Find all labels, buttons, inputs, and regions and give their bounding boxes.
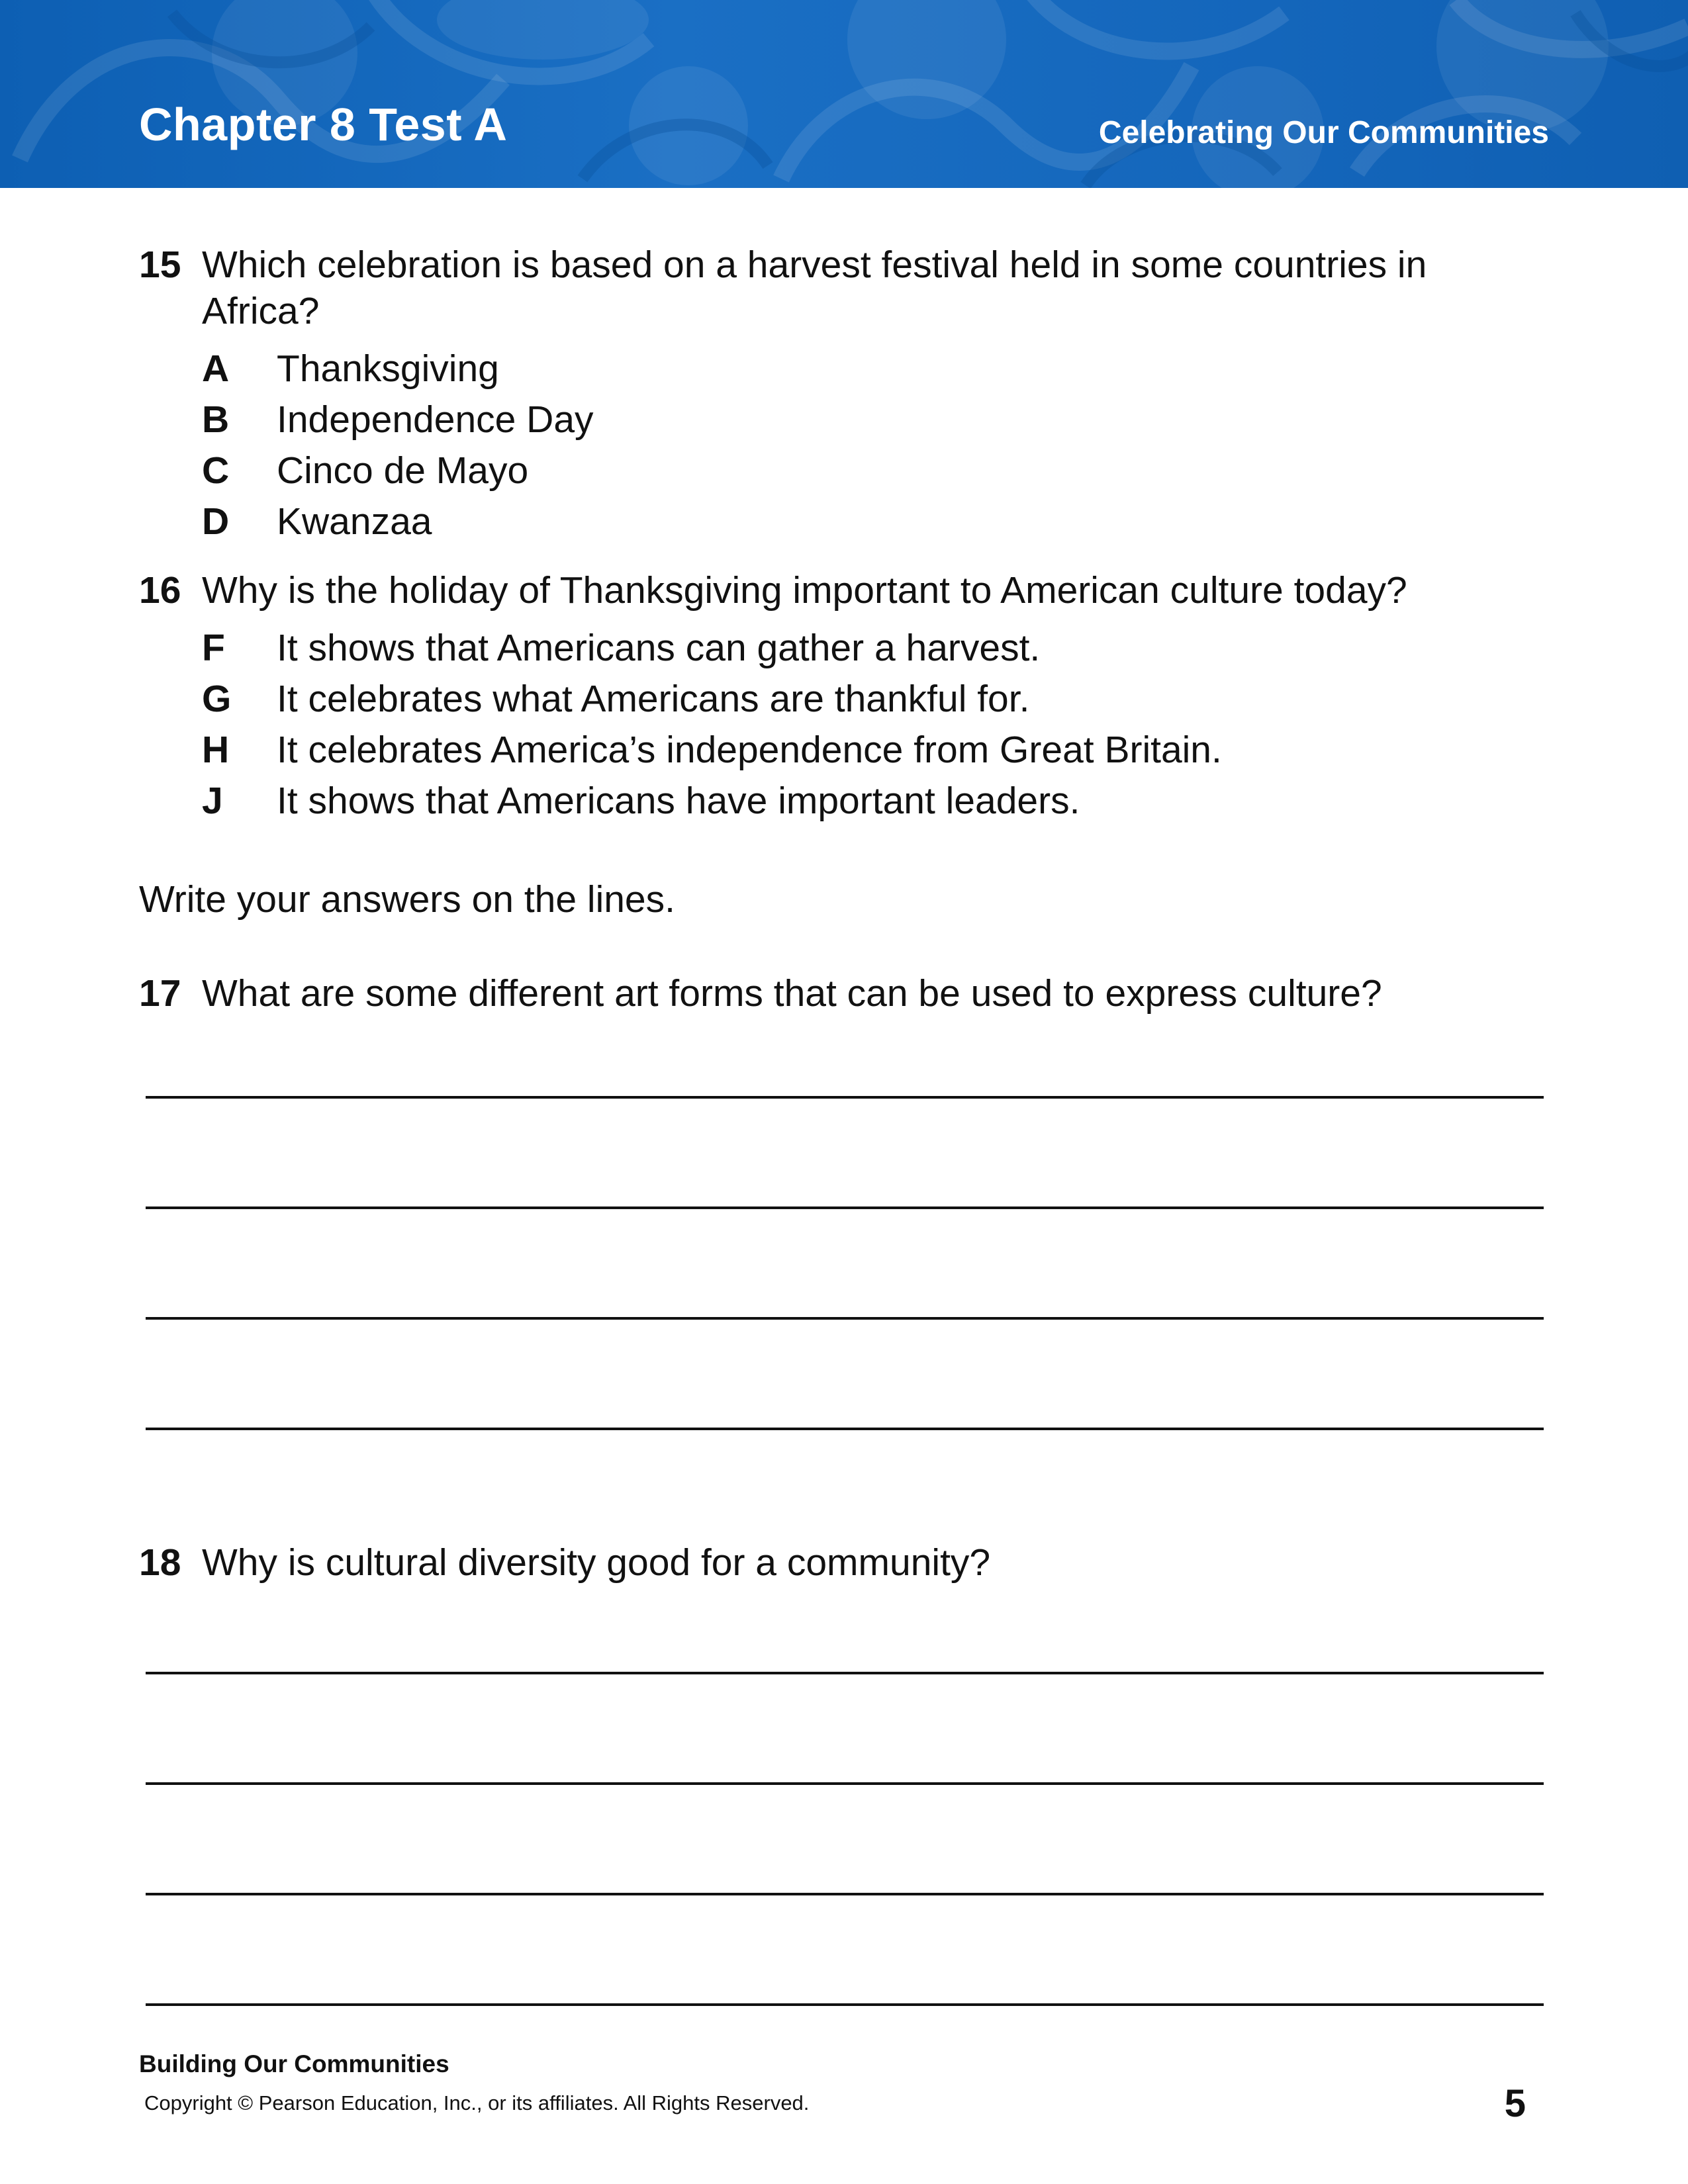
choice-c[interactable]	[202, 445, 1549, 496]
answer-line[interactable]	[146, 1206, 1544, 1209]
banner-swirl-pattern	[0, 0, 1688, 188]
choice-b[interactable]	[202, 394, 1549, 445]
answer-area-17[interactable]	[146, 1096, 1544, 1430]
choice-f[interactable]	[202, 623, 1549, 674]
answer-line[interactable]	[146, 1428, 1544, 1430]
footer-book-title: Building Our Communities	[139, 2050, 449, 2077]
question-number: 15	[139, 244, 181, 286]
choice-j[interactable]	[202, 776, 1549, 827]
test-content	[139, 242, 1549, 2006]
choice-text: Kwanzaa	[277, 500, 432, 543]
answer-choices	[202, 343, 1549, 547]
choice-letter: C	[202, 449, 230, 492]
choice-text: It shows that Americans can gather a harvest.	[277, 627, 1041, 669]
answer-line[interactable]	[146, 2003, 1544, 2006]
answer-line[interactable]	[146, 1893, 1544, 1895]
header-banner	[0, 0, 1688, 188]
question-text: Why is cultural diversity good for a community?	[202, 1541, 991, 1584]
answer-line[interactable]	[146, 1317, 1544, 1320]
answer-line[interactable]	[146, 1782, 1544, 1785]
question-17	[139, 970, 1549, 1017]
question-15	[139, 242, 1549, 547]
choice-text: Thanksgiving	[277, 347, 499, 390]
question-text: What are some different art forms that can be used to express culture?	[202, 972, 1382, 1015]
choice-h[interactable]	[202, 725, 1549, 776]
choice-text: It shows that Americans have important leaders.	[277, 780, 1080, 822]
answer-line[interactable]	[146, 1672, 1544, 1674]
question-18	[139, 1539, 1549, 1586]
question-number: 17	[139, 972, 181, 1015]
chapter-title: Chapter 8 Test A	[139, 99, 508, 150]
choice-letter: G	[202, 678, 232, 720]
page-number: 5	[1504, 2082, 1526, 2125]
unit-subtitle: Celebrating Our Communities	[1098, 115, 1549, 150]
choice-letter: A	[202, 347, 230, 390]
answer-area-18[interactable]	[146, 1672, 1544, 2006]
choice-text: It celebrates America’s independence from Great Britain.	[277, 729, 1222, 771]
question-text: Which celebration is based on a harvest festival held in some countries in Africa?	[202, 244, 1427, 332]
question-16	[139, 567, 1549, 827]
question-number: 18	[139, 1541, 181, 1584]
choice-a[interactable]	[202, 343, 1549, 394]
question-number: 16	[139, 569, 181, 612]
choice-letter: F	[202, 627, 225, 669]
choice-text: It celebrates what Americans are thankful for.	[277, 678, 1030, 720]
question-text: Why is the holiday of Thanksgiving important to American culture today?	[202, 569, 1407, 612]
choice-g[interactable]	[202, 674, 1549, 725]
choice-letter: J	[202, 780, 223, 822]
choice-text: Cinco de Mayo	[277, 449, 529, 492]
choice-letter: D	[202, 500, 230, 543]
answer-choices	[202, 623, 1549, 827]
footer-copyright: Copyright © Pearson Education, Inc., or its affiliates. All Rights Reserved.	[144, 2091, 810, 2115]
choice-letter: H	[202, 729, 230, 771]
choice-d[interactable]	[202, 496, 1549, 547]
instructions: Write your answers on the lines.	[139, 878, 675, 921]
answer-line[interactable]	[146, 1096, 1544, 1099]
choice-text: Independence Day	[277, 398, 594, 441]
choice-letter: B	[202, 398, 230, 441]
